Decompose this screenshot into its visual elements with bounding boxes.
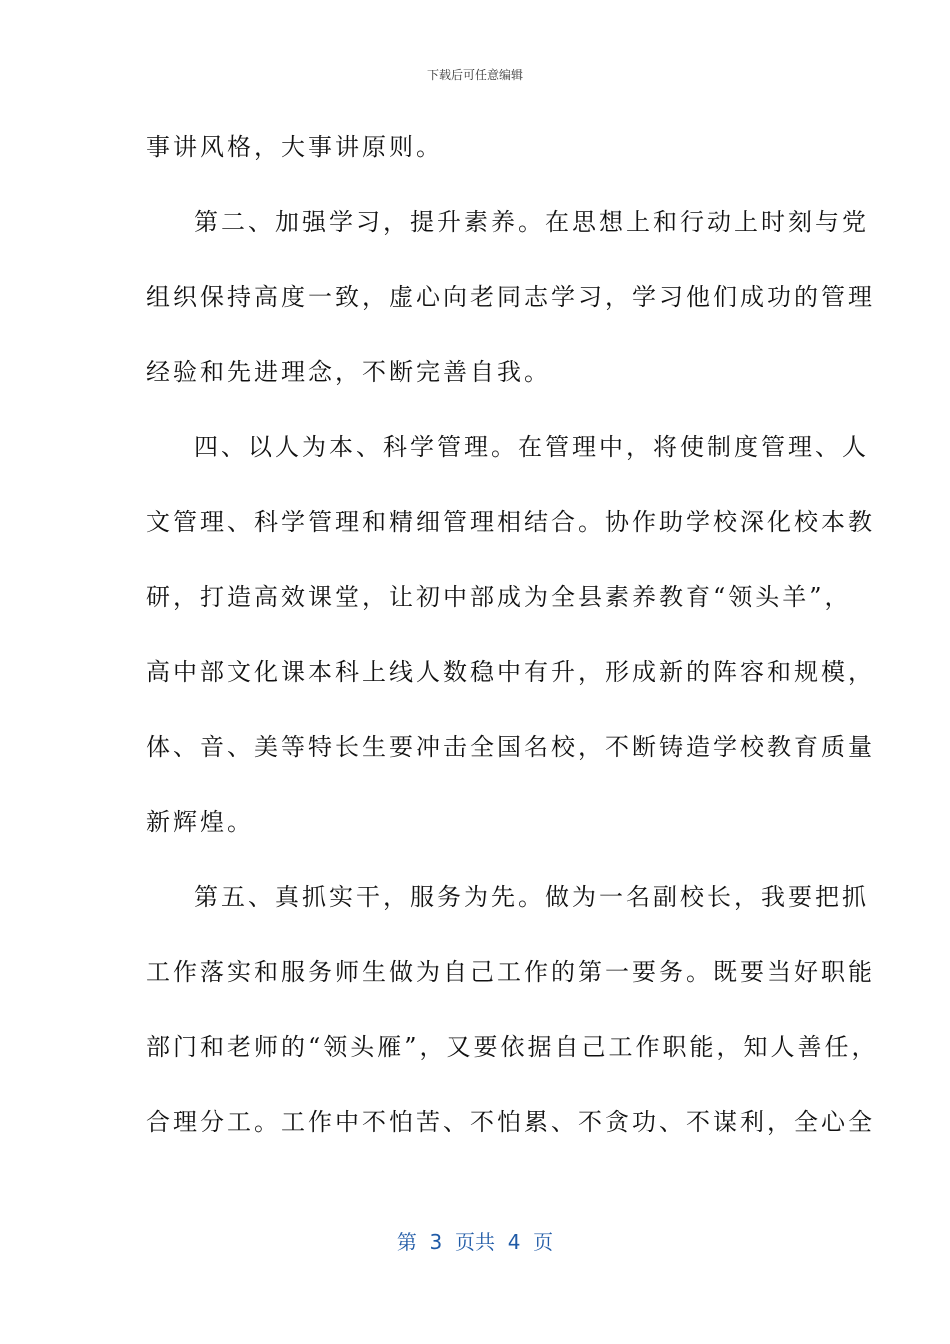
paragraph-line: 新辉煌。 [146,808,254,836]
paragraph-line: 文管理、科学管理和精细管理相结合。协作助学校深化校本教 [146,508,875,536]
paragraph-line: 第五、真抓实干，服务为先。做为一名副校长，我要把抓 [194,883,869,911]
paragraph-line: 四、以人为本、科学管理。在管理中，将使制度管理、人 [194,433,869,461]
paragraph-line: 合理分工。工作中不怕苦、不怕累、不贪功、不谋利，全心全 [146,1108,875,1136]
paragraph-line: 经验和先进理念，不断完善自我。 [146,358,551,386]
paragraph-line: 第二、加强学习，提升素养。在思想上和行动上时刻与党 [194,208,869,236]
paragraph-line: 体、音、美等特长生要冲击全国名校，不断铸造学校教育质量 [146,733,875,761]
page-number-footer: 第 3 页共 4 页 [396,1230,554,1254]
header-note: 下载后可任意编辑 [426,68,523,82]
paragraph-line: 组织保持高度一致，虚心向老同志学习，学习他们成功的管理 [146,283,875,311]
document-body [146,110,879,1160]
paragraph-line: 事讲风格，大事讲原则。 [146,133,443,161]
paragraph-line: 部门和老师的“领头雁”，又要依据自己工作职能，知人善任， [146,1033,879,1061]
paragraph-line: 高中部文化课本科上线人数稳中有升，形成新的阵容和规模， [146,658,875,686]
paragraph-line: 工作落实和服务师生做为自己工作的第一要务。既要当好职能 [146,958,875,986]
paragraph-line: 研，打造高效课堂，让初中部成为全县素养教育“领头羊”， [146,583,852,611]
